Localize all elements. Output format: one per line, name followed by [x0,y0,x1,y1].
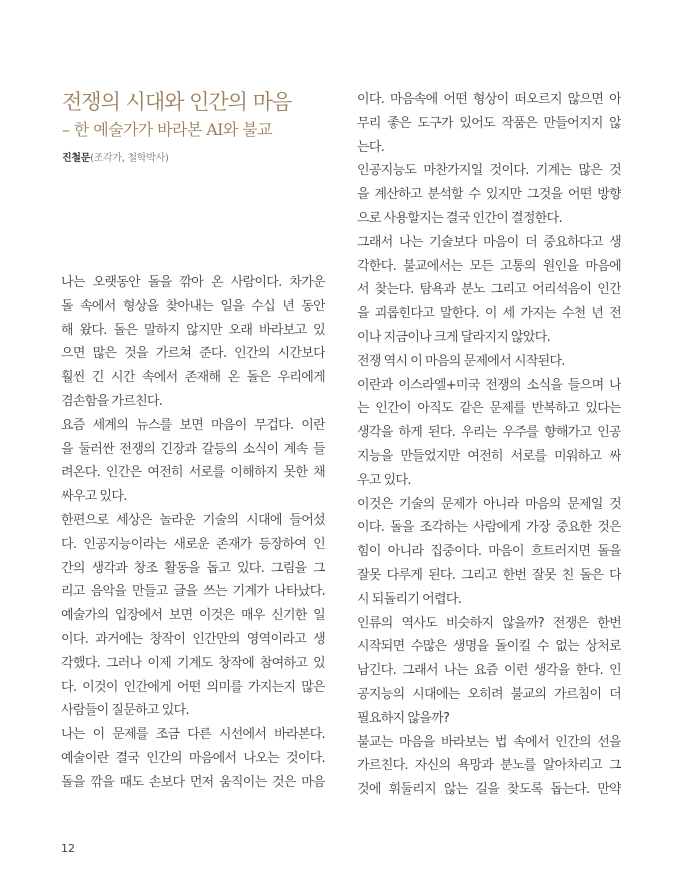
text-line: 다. 인공지능이라는 새로운 존재가 등장하여 인 [61,536,325,552]
text-line: 남긴다. 그래서 나는 요즘 이런 생각을 한다. 인 [357,663,621,679]
article-subtitle: – 한 예술가가 바라본 AI와 불교 [62,120,272,139]
text-line: 을 괴롭힌다고 말한다. 이 세 가지는 수천 년 전 [357,306,621,322]
text-line: 이것은 기술의 문제가 아니라 마음의 문제일 것 [357,496,621,512]
text-line: 서 찾는다. 탐욕과 분노 그리고 어리석음이 인간 [357,282,621,298]
text-line: 요즘 세계의 뉴스를 보면 마음이 무겁다. 이란 [61,417,325,433]
text-line: 그래서 나는 기술보다 마음이 더 중요하다고 생 [357,234,621,250]
text-line: 무리 좋은 도구가 있어도 작품은 만들어지지 않 [357,115,621,131]
text-line: 나는 이 문제를 조금 다른 시선에서 바라본다. [61,727,325,743]
text-line: 훨씬 긴 시간 속에서 존재해 온 돌은 우리에게 [61,370,325,386]
author-byline [62,152,337,165]
text-line: 인공지능도 마찬가지일 것이다. 기계는 많은 것 [357,163,621,179]
text-line: 이나 지금이나 크게 달라지지 않았다. [357,329,551,345]
text-line: 각한다. 불교에서는 모든 고통의 원인을 마음에 [357,258,621,274]
text-line: 려온다. 인간은 여전히 서로를 이해하지 못한 채 [61,465,325,481]
text-line: 공지능의 시대에는 오히려 불교의 가르침이 더 [357,686,621,702]
text-line: 는다. [357,139,385,155]
page-number: 12 [61,842,75,855]
text-line: 는 인간이 아직도 같은 문제를 반복하고 있다는 [357,401,621,417]
text-line: 전쟁 역시 이 마음의 문제에서 시작된다. [357,353,565,369]
text-line: 잘못 다루게 된다. 그리고 한번 잘못 친 돌은 다 [357,567,621,583]
text-line: 싸우고 있다. [61,489,127,505]
text-line: 시 되돌리기 어렵다. [357,591,462,607]
text-line: 간의 생각과 창조 활동을 돕고 있다. 그림을 그 [61,560,325,576]
text-line: 것에 휘둘리지 않는 길을 찾도록 돕는다. 만약 [357,782,621,798]
text-line: 이다. 과거에는 창작이 인간만의 영역이라고 생 [61,631,325,647]
text-line: 리고 음악을 만들고 글을 쓰는 기계가 나타났다. [61,584,325,600]
text-line: 이다. 마음속에 어떤 형상이 떠오르지 않으면 아 [357,92,621,107]
text-line: 을 계산하고 분석할 수 있지만 그것을 어떤 방향 [357,187,621,203]
text-line: 한편으로 세상은 놀라운 기술의 시대에 들어섰 [61,512,325,528]
text-line: 힘이 아니라 집중이다. 마음이 흐트러지면 돌을 [357,544,621,560]
text-line: 이란과 이스라엘+미국 전쟁의 소식을 들으며 나 [357,377,621,393]
text-line: 돌 속에서 형상을 찾아내는 일을 수십 년 동안 [61,298,325,314]
text-line: 사람들이 질문하고 있다. [61,703,189,719]
text-line: 시작되면 수많은 생명을 돌이킬 수 없는 상처로 [357,639,621,655]
text-line: 불교는 마음을 바라보는 법 속에서 인간의 선을 [357,734,621,750]
text-line: 이다. 돌을 조각하는 사람에게 가장 중요한 것은 [357,520,621,536]
text-line: 우고 있다. [357,472,411,488]
text-line: 돌을 깎을 때도 손보다 먼저 움직이는 것은 마음 [61,774,325,790]
text-line: 해 왔다. 돌은 말하지 않지만 오래 바라보고 있 [61,322,325,338]
text-line: 예술이란 결국 인간의 마음에서 나오는 것이다. [61,750,325,766]
article-title: 전쟁의 시대와 인간의 마음 [62,90,292,114]
text-line: 지능을 만들었지만 여전히 서로를 미워하고 싸 [357,448,621,464]
author-name: 진철문 [62,153,91,164]
text-line: 나는 오랫동안 돌을 깎아 온 사람이다. 차가운 [61,275,325,290]
text-line: 으로 사용할지는 결국 인간이 결정한다. [357,210,562,226]
text-line: 겸손함을 가르친다. [61,393,163,409]
text-line: 으면 많은 것을 가르쳐 준다. 인간의 시간보다 [61,346,325,362]
right-column [357,88,621,802]
text-line: 예술가의 입장에서 보면 이것은 매우 신기한 일 [61,608,325,624]
text-line: 을 둘러싼 전쟁의 긴장과 갈등의 소식이 계속 들 [61,441,325,457]
text-line: 필요하지 않을까? [357,710,450,726]
text-line: 다. 이것이 인간에게 어떤 의미를 가지는지 많은 [61,679,325,695]
text-line: 가르친다. 자신의 욕망과 분노를 알아차리고 그 [357,758,621,774]
text-line: 인류의 역사도 비슷하지 않을까? 전쟁은 한번 [357,615,621,631]
article-header [62,88,337,165]
text-line: 각했다. 그러나 이제 기계도 창작에 참여하고 있 [61,655,325,671]
left-column [61,271,325,795]
text-line: 생각을 하게 된다. 우리는 우주를 향해가고 인공 [357,425,621,441]
author-credentials: (조각가, 철학박사) [90,153,169,164]
